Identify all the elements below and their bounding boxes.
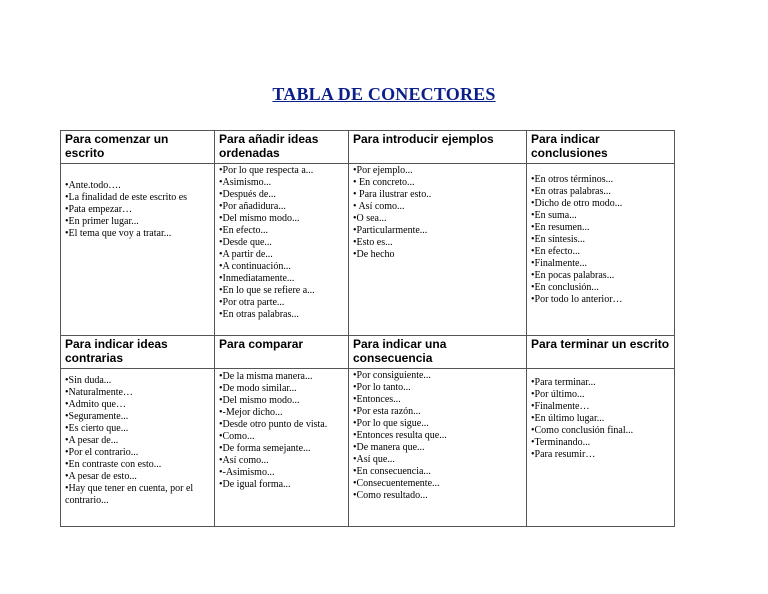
page-title: TABLA DE CONECTORES (272, 84, 496, 104)
connector-item: •El tema que voy a tratar... (65, 228, 172, 239)
items-list (353, 370, 523, 502)
connector-item: •En lo que se refiere a... (219, 285, 315, 296)
connector-item: •Por lo que respecta a... (219, 165, 314, 176)
connector-item: •A pesar de... (65, 435, 119, 446)
connector-item: •Por lo que sigue... (353, 418, 429, 429)
connector-item: •En pocas palabras... (531, 270, 615, 281)
items-cell (215, 369, 349, 527)
connector-item: • Así como... (353, 201, 405, 212)
connector-item: •De modo similar... (219, 383, 297, 394)
header-cell: Para añadir ideas ordenadas (215, 131, 349, 164)
connector-item: •En otras palabras... (531, 186, 611, 197)
connector-item: •En contraste con esto... (65, 459, 162, 470)
connector-item: •A continuación... (219, 261, 291, 272)
header-row-1 (61, 131, 675, 164)
connector-item: •En suma... (531, 210, 577, 221)
connector-item: •Así que... (353, 454, 395, 465)
items-cell (527, 369, 675, 527)
items-list (531, 377, 671, 461)
connector-item: •En otros términos... (531, 174, 614, 185)
connector-item: •Particularmente... (353, 225, 428, 236)
items-list (65, 375, 211, 507)
header-cell: Para indicar conclusiones (527, 131, 675, 164)
connector-item: •Por añadidura... (219, 201, 286, 212)
items-list (219, 371, 345, 491)
header-cell: Para introducir ejemplos (349, 131, 527, 164)
connector-item: •En primer lugar... (65, 216, 139, 227)
connector-item: •Por consiguiente... (353, 370, 431, 381)
connector-item: •Ante.todo…. (65, 180, 121, 191)
connector-item: •Inmediatamente... (219, 273, 295, 284)
items-list (353, 165, 523, 261)
items-list (65, 180, 211, 240)
connector-item: •Admito que… (65, 399, 126, 410)
connector-item: •Hay que tener en cuenta, por el contrario... (65, 483, 194, 506)
connector-item: •Por el contrario... (65, 447, 139, 458)
connector-item: •En síntesis... (531, 234, 586, 245)
connector-item: •Desde que... (219, 237, 272, 248)
connector-item: •Seguramente... (65, 411, 129, 422)
connector-item: •En otras palabras... (219, 309, 299, 320)
items-cell (61, 164, 215, 336)
connector-item: •En último lugar... (531, 413, 605, 424)
connector-item: •Entonces... (353, 394, 401, 405)
connector-item: •De hecho (353, 249, 395, 260)
connector-item: •O sea... (353, 213, 387, 224)
connector-item: •Del mismo modo... (219, 213, 300, 224)
connector-item: •Por último... (531, 389, 585, 400)
connector-item: •Como conclusión final... (531, 425, 634, 436)
connector-item: • Para ilustrar esto.. (353, 189, 432, 200)
connector-item: •En conclusión... (531, 282, 599, 293)
items-cell (349, 369, 527, 527)
connector-item: •Asimismo... (219, 177, 272, 188)
items-row-1 (61, 164, 675, 336)
connector-item: •Pata empezar… (65, 204, 133, 215)
items-cell (61, 369, 215, 527)
header-row-2 (61, 336, 675, 369)
connector-item: •Por ejemplo... (353, 165, 413, 176)
connector-item: •Sin duda... (65, 375, 112, 386)
connector-item: •Para terminar... (531, 377, 596, 388)
items-row-2 (61, 369, 675, 527)
connector-item: •Por otra parte... (219, 297, 285, 308)
connector-item: •Por lo tanto... (353, 382, 411, 393)
connector-item: •Después de... (219, 189, 276, 200)
connector-item: • En concreto... (353, 177, 415, 188)
header-cell: Para terminar un escrito (527, 336, 675, 369)
items-cell (527, 164, 675, 336)
connector-item: •En efecto... (531, 246, 581, 257)
connector-item: •En consecuencia... (353, 466, 431, 477)
connector-item: •-Asimismo... (219, 467, 275, 478)
header-cell: Para indicar una consecuencia (349, 336, 527, 369)
header-cell: Para comenzar un escrito (61, 131, 215, 164)
connector-item: •Finalmente... (531, 258, 587, 269)
header-cell: Para comparar (215, 336, 349, 369)
connector-item: •Esto es... (353, 237, 393, 248)
connector-item: •Consecuentemente... (353, 478, 440, 489)
items-list (219, 165, 345, 321)
connector-item: •A pesar de esto... (65, 471, 137, 482)
connector-item: •Terminando... (531, 437, 591, 448)
connectors-table (60, 130, 675, 527)
connector-item: •Entonces resulta que... (353, 430, 447, 441)
connector-item: •Finalmente… (531, 401, 590, 412)
items-list (531, 174, 671, 306)
connector-item: •Por todo lo anterior… (531, 294, 623, 305)
connector-item: •A partir de... (219, 249, 273, 260)
header-cell: Para indicar ideas contrarias (61, 336, 215, 369)
connector-item: •En resumen... (531, 222, 590, 233)
items-cell (215, 164, 349, 336)
connector-item: •Como resultado... (353, 490, 428, 501)
connector-item: •Así como... (219, 455, 269, 466)
connector-item: •De la misma manera... (219, 371, 313, 382)
connector-item: •Naturalmente… (65, 387, 133, 398)
connector-item: •De manera que... (353, 442, 425, 453)
connector-item: •En efecto... (219, 225, 269, 236)
connector-item: •Para resumir… (531, 449, 596, 460)
connector-item: •Del mismo modo... (219, 395, 300, 406)
items-cell (349, 164, 527, 336)
connector-item: •Es cierto que... (65, 423, 129, 434)
connector-item: •Por esta razón... (353, 406, 421, 417)
connector-item: •La finalidad de este escrito es (65, 192, 188, 203)
connector-item: •Como... (219, 431, 255, 442)
connector-item: •-Mejor dicho... (219, 407, 283, 418)
connector-item: •Desde otro punto de vista. (219, 419, 328, 430)
connector-item: •De igual forma... (219, 479, 291, 490)
connector-item: •Dicho de otro modo... (531, 198, 623, 209)
connector-item: •De forma semejante... (219, 443, 311, 454)
